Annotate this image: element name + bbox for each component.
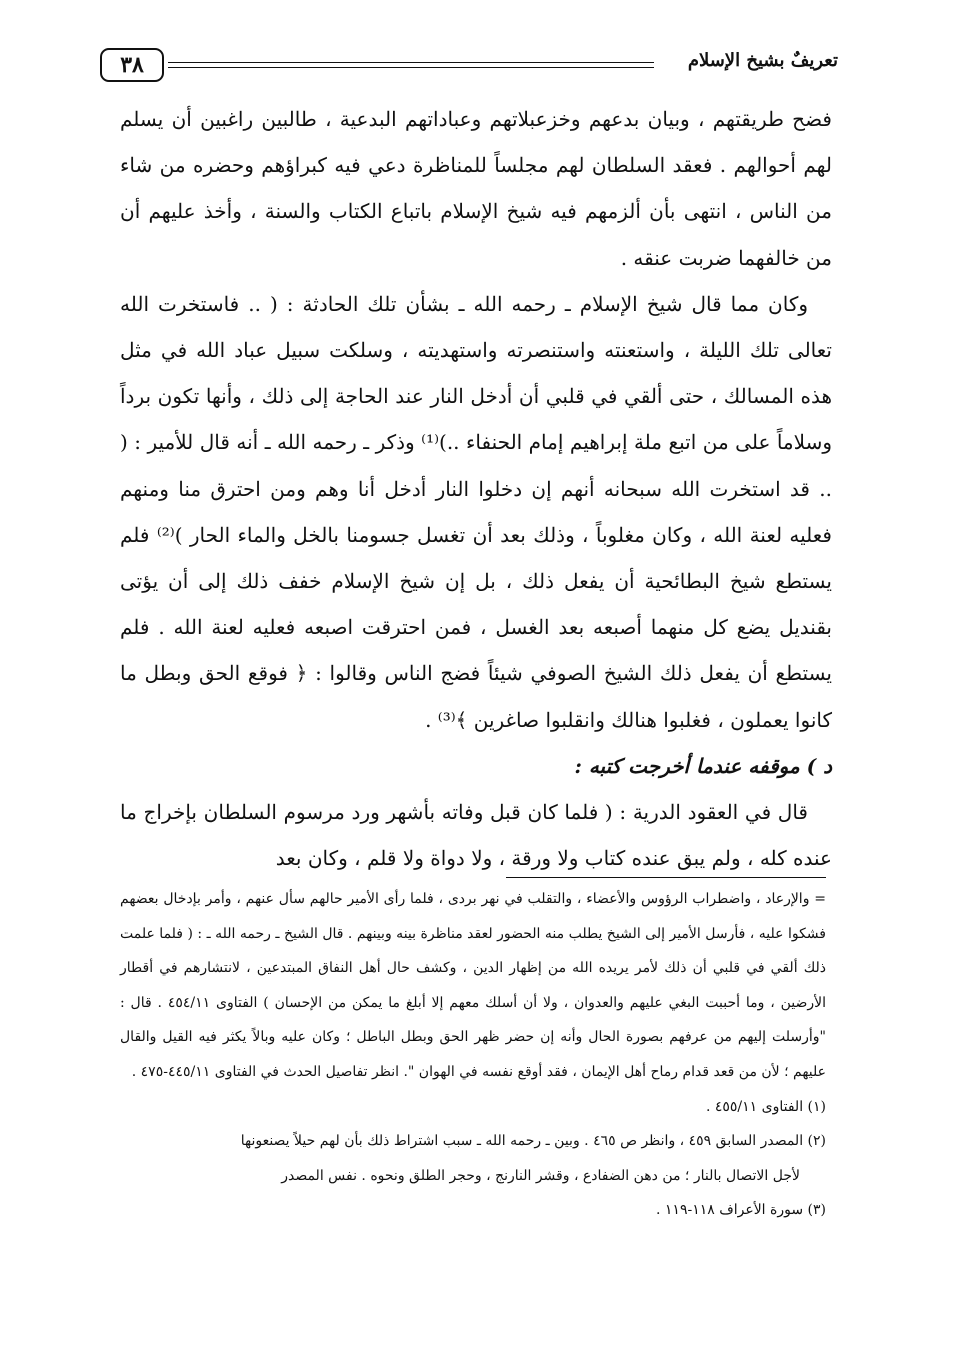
paragraph-1: فضح طريقتهم ، وبيان بدعهم وخزعبلاتهم وعباداتهم البدعية ، طالبين راغبين أن يسلم لهم أحوالهم . فعقد السلطان لهم مجلساً للمناظرة دعي فيه كبراؤهم وحضره من شاء من الناس ، انتهى بأن ألزمهم فيه شيخ الإسلام باتباع الكتاب والسنة ، وأخذ عليهم أن من خالفهما ضربت عنقه . <box>120 107 832 270</box>
running-title: تعريفٌ بشيخ الإسلام <box>687 50 838 71</box>
footnote-3: (٣) سورة الأعراف ١١٨-١١٩ . <box>656 1202 826 1219</box>
paragraph-3: قال في العقود الدرية : ( فلما كان قبل وفاته بأشهر ورد مرسوم السلطان بإخراج ما عنده كله ، ولم يبق عنده كتاب ولا ورقة ، ولا دواة ولا قلم ، وكان بعد <box>120 799 832 871</box>
header-rule <box>168 62 654 68</box>
footnote-2-continued: لأجل الاتصال بالنار ؛ من دهن الضفادع ، وقشر النارنج ، وحجر الطلق ونحوه . نفس المصدر <box>281 1167 800 1184</box>
footnotes <box>120 882 826 1228</box>
section-heading: د ) موقفه عندما أخرجت كتبه : <box>574 753 832 778</box>
paragraph-2: وكان مما قال شيخ الإسلام ـ رحمه الله ـ بشأن تلك الحادثة : ( .. فاستخرت الله تعالى تلك الليلة ، واستعنته واستنصرته واستهديته ، وسلكت سبيل عباد الله في مثل هذه المسالك ، حتى ألقي في قلبي أن أدخل النار عند الحاجة إلى ذلك ، وأنها تكون برداً وسلاماً على من اتبع ملة إبراهيم إمام الحنفاء ..)⁽¹⁾ وذكر ـ رحمه الله ـ أنه قال للأمير : ( .. قد استخرت الله سبحانه أنهم إن دخلوا النار أدخل أنا وهم ومن احترق منا ومنهم فعليه لعنة الله ، وكان مغلوباً ، وذلك بعد أن تغسل جسومنا بالخل والماء الحار )⁽²⁾ فلم يستطع شيخ البطائحية أن يفعل ذلك ، بل إن شيخ الإسلام خفف ذلك إلى أن يؤتى بقنديل يضع كل منهما أصبعه بعد الغسل ، فمن احترقت اصبعه فعليه لعنة الله . فلم يستطع أن يفعل ذلك الشيخ الصوفي شيئاً فضج الناس وقالوا : ﴿ فوقع الحق وبطل ما كانوا يعملون ، فغلبوا هنالك وانقلبوا صاغرين ﴾⁽³⁾ . <box>120 291 832 732</box>
footnote-continued: = والإرعاد ، واضطراب الرؤوس والأعضاء ، والتقلب في نهر بردى ، فلما رأى الأمير حالهم سأل عنهم ، وأمر بإدخال بعضهم فشكوا عليه ، فأرسل الأمير إلى الشيخ يطلب منه الحضور لعقد مناظرة بينه وبينهم . قال الشيخ ـ رحمه الله ـ : ( فلما علمت ذلك ألقي في قلبي أن ذلك لأمر يريده الله من إظهار الدين ، وكشف حال أهل النفاق المبتدعين ، لانتشارهم في أقطار الأرضين ، وما أحببت البغي عليهم والعدوان ، ولا أن أسلك معهم إلا أبلغ ما يمكن من الإحسان ) الفتاوى ٤٥٤/١١ . قال : "وأرسلت إليهم من عرفهم بصورة الحال وأنه إن حضر ظهر الحق وبطل الباطل ؛ وكان عليه وبالاً يكثر فيه القيل والقال عليهم ؛ لأن من قعد قدام رماح أهل الإيمان ، فقد أوقع نفسه في الهوان ". انظر تفاصيل الحدث في الفتاوى ٤٤٥/١١-٤٧٥ . <box>120 891 826 1080</box>
footnote-divider <box>506 877 826 878</box>
main-text <box>120 96 832 881</box>
page-header <box>100 48 838 84</box>
footnote-2: (٢) المصدر السابق ٤٥٩ ، وانظر ص ٤٦٥ . وبين ـ رحمه الله ـ سبب اشتراط ذلك بأن لهم حيلاً يصنعونها <box>240 1133 826 1150</box>
footnote-1: (١) الفتاوى ٤٥٥/١١ . <box>705 1098 826 1115</box>
page-number: ٣٨ <box>100 48 164 82</box>
